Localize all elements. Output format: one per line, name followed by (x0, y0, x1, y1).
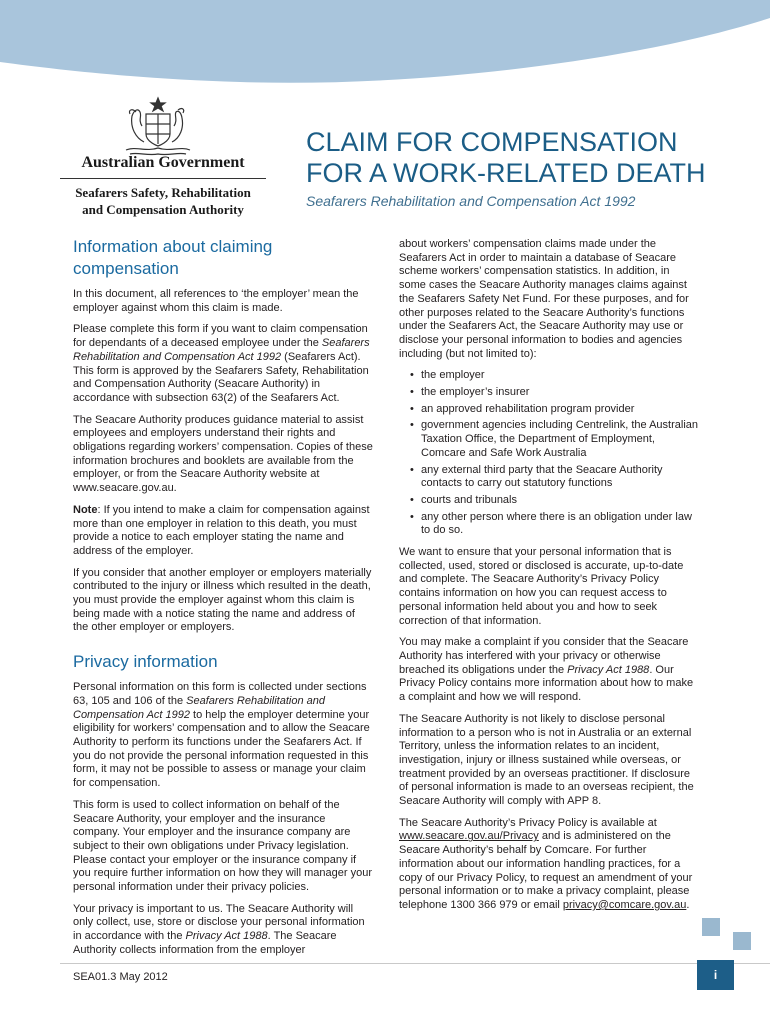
page-number: i (697, 960, 734, 990)
footer-divider (60, 963, 770, 964)
paragraph-overseas: The Seacare Authority is not likely to disclose personal information to a person who is not in Australia or an external Territory, unless the information relates to an incident, investigation, injury or illness sustained while overseas, or treatment provided by an overseas practitioner. If disclosure of personal information is made to an overseas recipient, the Seacare Authority will comply with APP 8. (399, 712, 694, 808)
paragraph-form-use: This form is used to collect information on behalf of the Seacare Authority, your employer and the insurance company. Your employer and the insurance company are subject to their own obligations under Privacy legislation. Please contact your employer or the insurance company if you require further information on how they will manager your personal information under their privacy policies. (73, 798, 372, 894)
left-column (73, 236, 373, 966)
authority-name-line2: and Compensation Authority (82, 202, 244, 217)
form-subtitle: Seafarers Rehabilitation and Compensation Act 1992 (306, 193, 636, 209)
paragraph-guidance-material: The Seacare Authority produces guidance material to assist employees and employers understand their rights and obligations regarding workers’ compensation. Copies of these information brochures and booklets are available from the employer, or from the Seacare Authority website at www.seacare.gov.au. (73, 413, 373, 495)
form-code: SEA01.3 May 2012 (73, 971, 168, 983)
paragraph-other-employer: If you consider that another employer or employers materially contributed to the injury or illness which resulted in the death, you must provide the employer against whom this claim is being made with a notice stating the name and address of the other employer or employers. (73, 566, 372, 634)
list-item: • an approved rehabilitation program provider (421, 403, 699, 417)
paragraph-statistics: about workers’ compensation claims made under the Seafarers Act in order to maintain a database of Seacare scheme workers’ compensation statistics. In addition, in some cases the Seacare Authority manages claims against the Seafarers Safety Net Fund. For these purposes, and for other purposes related to the Seacare Authority’s functions under the Seafarers Act, the Seacare Authority may use or disclose your personal information to bodies and agencies including (but not limited to): (399, 238, 689, 360)
coat-of-arms-icon (116, 92, 200, 162)
form-title-line2: FOR A WORK-RELATED DEATH (306, 158, 706, 188)
paragraph-privacy-important: Your privacy is important to us. The Seacare Authority will only collect, use, store or disclose your personal information in accordance with the Privacy Act 1988. The Seacare Authority collects information from the employer (73, 902, 365, 956)
list-item: • courts and tribunals (421, 494, 699, 508)
government-name: Australian Government (60, 153, 266, 179)
list-item: • the employer’s insurer (421, 386, 699, 400)
disclosure-list (399, 369, 699, 538)
privacy-policy-link[interactable]: www.seacare.gov.au/Privacy (399, 830, 539, 843)
section-heading-claiming: Information about claiming compensation (73, 237, 273, 278)
paragraph-collection: Personal information on this form is collected under sections 63, 105 and 106 of the Seafarers Rehabilitation and Compensation Act 1992 to help the employer determine your eligibility for workers’ compensation and to allow the Seacare Authority to perform its functions under the Seafarers Act. If you do not provide the personal information requested in this form, it may not be possible to assess or manage your claim for compensation. (73, 681, 370, 790)
right-column (399, 238, 699, 921)
decorative-square (702, 918, 720, 936)
note-label: Note (73, 503, 98, 516)
paragraph-accuracy: We want to ensure that your personal information that is collected, used, stored or disclosed is accurate, up-to-date and complete. The Seacare Authority’s Privacy Policy contains information on how you can request access to personal information held about you and how to seek correction of that information. (399, 546, 684, 627)
paragraph-policy-availability: The Seacare Authority’s Privacy Policy is available at www.seacare.gov.au/Privacy and is administered on the Seacare Authority’s behalf by Comcare. For further information about our information handling practices, for a copy of our Privacy Policy, to request an amendment of your personal information or to make a privacy complaint, please telephone 1300 366 979 or email privacy@comcare.gov.au. (399, 816, 693, 911)
list-item: • the employer (421, 369, 699, 383)
list-item: • any other person where there is an obligation under law to do so. (421, 511, 699, 538)
privacy-email-link[interactable]: privacy@comcare.gov.au (562, 898, 687, 911)
paragraph-complaint: You may make a complaint if you consider that the Seacare Authority has interfered with your privacy or otherwise breached its obligations under the Privacy Act 1988. Our Privacy Policy contains more information about how to make a complaint and how we will respond. (399, 636, 694, 704)
agency-block (60, 153, 266, 218)
form-title (306, 127, 746, 189)
paragraph-complete-form: Please complete this form if you want to claim compensation for dependants of a deceased employee under the Seafarers Rehabilitation and Compensation Act 1992 (Seafarers Act). This form is approved by the Seafarers Safety, Rehabilitation and Compensation Authority (Seacare Authority) in accordance with subsection 63(2) of the Seafarers Act. (73, 323, 370, 404)
decorative-square (733, 932, 751, 950)
section-heading-privacy: Privacy information (73, 652, 218, 672)
paragraph-employer-definition: In this document, all references to ‘the employer’ mean the employer against whom this claim is made. (73, 288, 359, 314)
authority-name-line1: Seafarers Safety, Rehabilitation (75, 185, 251, 200)
form-title-line1: CLAIM FOR COMPENSATION (306, 127, 678, 157)
list-item: • any external third party that the Seacare Authority contacts to carry out statutory functions (421, 464, 699, 491)
paragraph-note: Note: If you intend to make a claim for compensation against more than one employer in relation to this death, you must provide a notice to each employer stating the name and address of the employer. (73, 503, 370, 557)
list-item: • government agencies including Centrelink, the Australian Taxation Office, the Department of Employment, Comcare and Safe Work Australia (421, 419, 699, 460)
